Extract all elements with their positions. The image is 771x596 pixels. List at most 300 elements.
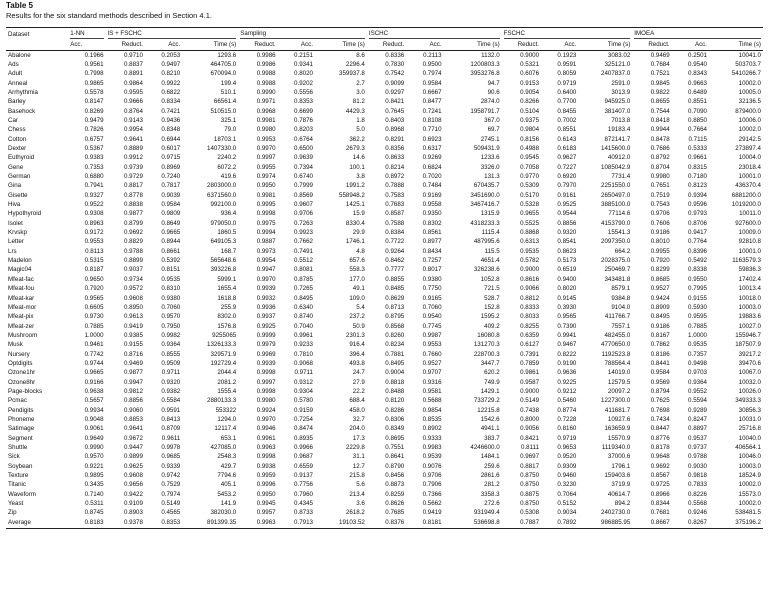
value-cell: 0.9312 — [294, 378, 313, 386]
table-row — [6, 369, 763, 378]
value-cell: 0.1966 — [84, 51, 104, 59]
dataset-name-cell: Abalone — [8, 51, 31, 59]
value-cell: 0.9535 — [520, 247, 540, 255]
table-row — [6, 219, 763, 228]
value-cell: 0.2113 — [423, 51, 442, 59]
value-cell: 0.9861 — [520, 369, 540, 377]
value-cell: 558.3 — [349, 266, 365, 274]
table-row — [6, 285, 763, 294]
value-cell: 0.5104 — [520, 107, 540, 115]
dataset-name-cell: Zip — [8, 509, 17, 517]
value-cell: 17.3 — [352, 434, 365, 442]
value-cell: 0.9264 — [385, 247, 405, 255]
value-cell: 0.9812 — [123, 387, 143, 395]
dataset-name-cell: Gina — [8, 182, 22, 190]
value-cell: 0.9706 — [294, 210, 313, 218]
value-cell: 9255065 — [212, 331, 237, 339]
value-cell: 0.9788 — [688, 453, 707, 461]
value-cell: 0.9327 — [84, 191, 104, 199]
value-cell: 0.8709 — [161, 425, 181, 433]
value-cell: 0.9587 — [520, 378, 540, 386]
value-cell: 2803000.0 — [207, 182, 237, 190]
value-cell: 0.7892 — [541, 518, 578, 528]
value-cell: 0.9364 — [688, 378, 707, 386]
value-cell: 1085042.9 — [601, 163, 631, 171]
dataset-name-cell: Sick — [8, 453, 20, 461]
value-cell: 464705.0 — [210, 60, 237, 68]
value-cell: 0.7885 — [84, 322, 104, 330]
value-cell: 0.7999 — [294, 182, 313, 190]
dataset-name-cell: Optdigits — [8, 359, 33, 367]
value-cell: 255.9 — [220, 303, 237, 311]
group-header-ischc: ISCHC — [367, 28, 502, 41]
value-cell: 0.8349 — [385, 425, 405, 433]
value-cell: 0.9961 — [294, 331, 313, 339]
value-cell: 0.8785 — [294, 275, 313, 283]
value-cell: 0.8255 — [520, 322, 540, 330]
value-cell: 0.9186 — [650, 229, 670, 237]
value-cell: 411766.7 — [604, 313, 631, 321]
value-cell: 0.9988 — [256, 70, 276, 78]
dataset-name-cell: Madelon — [8, 257, 32, 265]
value-cell: 0.8853 — [123, 415, 143, 423]
value-cell: 115.5 — [484, 247, 500, 255]
value-cell: 1655.4 — [217, 285, 237, 293]
value-cell: 4429.3 — [345, 107, 365, 115]
value-cell: 1425.1 — [345, 201, 365, 209]
value-cell: 0.6340 — [294, 303, 313, 311]
value-cell: 0.9997 — [256, 378, 276, 386]
value-cell: 0.9627 — [557, 154, 577, 162]
value-cell: 1958791.7 — [470, 107, 500, 115]
value-cell: 10011.0 — [739, 210, 761, 218]
value-cell: 10013.4 — [738, 285, 761, 293]
dataset-name-cell: Car — [8, 116, 18, 124]
value-cell: 362.2 — [349, 135, 365, 143]
table-row — [6, 359, 763, 368]
value-cell: 0.9061 — [84, 425, 104, 433]
value-cell: 10002.0 — [738, 500, 761, 508]
value-cell: 1119340.0 — [601, 444, 631, 451]
value-cell: 3885100.0 — [601, 201, 631, 209]
value-cell: 6371560.0 — [207, 191, 237, 199]
value-cell: 1860.5 — [217, 229, 237, 237]
value-cell: 0.8774 — [557, 406, 577, 414]
value-cell: 0.7995 — [688, 285, 707, 293]
value-cell: 0.8462 — [385, 257, 405, 265]
value-cell: 0.9422 — [123, 490, 143, 498]
value-cell: 0.9947 — [123, 378, 143, 386]
value-cell: 0.8306 — [385, 415, 405, 423]
value-cell: 0.7662 — [294, 238, 313, 246]
value-cell: 2081.2 — [217, 378, 237, 386]
value-cell: 0.8356 — [385, 145, 405, 152]
value-cell: 0.9665 — [161, 229, 181, 237]
value-cell: 199.4 — [220, 79, 237, 87]
dataset-name-cell: Phoneme — [8, 415, 35, 423]
value-cell: 0.9983 — [422, 444, 442, 451]
value-cell: 2402730.0 — [601, 509, 631, 517]
value-cell: 0.7686 — [650, 145, 670, 152]
group-header-1nn: 1-NN — [68, 28, 105, 41]
value-cell: 0.8776 — [650, 434, 670, 442]
value-cell: 0.9955 — [256, 163, 276, 171]
value-cell: 0.8795 — [385, 313, 405, 321]
table-row — [6, 266, 763, 275]
value-cell: 0.9155 — [123, 341, 143, 349]
table-row — [6, 462, 763, 471]
value-cell: 163659.9 — [604, 425, 631, 433]
value-cell: 733729.2 — [473, 397, 500, 405]
value-cell: 0.9950 — [256, 182, 276, 190]
value-cell: 0.9653 — [557, 444, 577, 451]
value-cell: 0.7722 — [385, 238, 405, 246]
table-caption: Results for the six standard methods described in Section 4.1. — [6, 11, 212, 20]
value-cell: 0.5584 — [161, 397, 181, 405]
value-cell: 0.8111 — [521, 444, 540, 451]
value-cell: 0.7040 — [294, 322, 313, 330]
dataset-name-cell: Ozone1hr — [8, 369, 36, 377]
value-cell: 7794.6 — [217, 472, 237, 480]
value-cell: 10003.0 — [738, 303, 761, 311]
value-cell: 0.9980 — [650, 173, 670, 181]
value-cell: 0.8655 — [650, 98, 670, 106]
value-cell: 0.9535 — [161, 275, 181, 283]
value-cell: 649105.3 — [210, 238, 237, 246]
value-cell: 10927.6 — [607, 415, 631, 423]
table-row — [6, 425, 763, 434]
value-cell: 0.7651 — [650, 182, 670, 190]
value-cell: 0.9320 — [557, 229, 577, 237]
value-cell: 0.5328 — [520, 201, 540, 209]
value-cell: 0.5782 — [520, 257, 540, 265]
column-header: Reduct. — [106, 40, 145, 51]
value-cell: 0.9998 — [256, 453, 276, 461]
value-cell: 2044.4 — [217, 369, 237, 377]
value-cell: 8579.1 — [611, 285, 631, 293]
value-cell: 0.9527 — [650, 285, 670, 293]
value-cell: 3447.7 — [480, 359, 500, 367]
dataset-name-cell: Nursery — [8, 350, 30, 358]
value-cell: 0.8178 — [650, 444, 670, 451]
value-cell: 0.6313 — [520, 238, 540, 246]
value-cell: 0.9625 — [123, 462, 143, 470]
value-cell: 0.7974 — [161, 490, 181, 498]
value-cell: 9104.0 — [611, 303, 631, 311]
value-cell: 0.9584 — [161, 201, 181, 209]
value-cell: 0.7115 — [688, 135, 707, 143]
value-cell: 0.9944 — [650, 126, 670, 134]
value-cell: 0.7421 — [161, 107, 181, 115]
value-cell: 0.8222 — [557, 350, 577, 358]
dataset-name-cell: Shuttle — [8, 444, 28, 451]
value-cell: 0.7090 — [688, 107, 707, 115]
value-cell: 0.8856 — [557, 219, 577, 227]
value-cell: 0.7750 — [422, 285, 442, 293]
value-cell: 0.8167 — [650, 331, 670, 339]
value-cell: 0.9986 — [256, 51, 276, 59]
value-cell: 0.5568 — [688, 500, 707, 508]
value-cell: 0.6764 — [294, 135, 313, 143]
value-cell: 0.7588 — [385, 219, 405, 227]
table-row — [6, 378, 763, 387]
value-cell: 2880133.3 — [207, 397, 237, 405]
value-cell: 0.9973 — [256, 247, 276, 255]
table-row — [6, 60, 763, 69]
value-cell: 986885.95 — [578, 518, 632, 528]
value-cell: 0.8740 — [294, 313, 313, 321]
value-cell: 0.5556 — [294, 88, 313, 96]
group-header-imoea: IMOEA — [632, 28, 763, 41]
value-cell: 0.9687 — [294, 453, 313, 461]
value-cell: 0.9558 — [422, 201, 442, 209]
table-row — [6, 135, 763, 144]
value-cell: 141.9 — [220, 500, 237, 508]
value-cell: 0.9737 — [688, 444, 707, 451]
value-cell: 100.1 — [349, 163, 365, 171]
value-cell: 237.2 — [349, 313, 365, 321]
value-cell: 0.7859 — [520, 359, 540, 367]
value-cell: 215.8 — [349, 472, 365, 480]
value-cell: 0.8456 — [385, 472, 405, 480]
value-cell: 0.9565 — [557, 313, 577, 321]
value-cell: 0.8972 — [385, 173, 405, 181]
value-cell: 0.9584 — [422, 79, 442, 87]
value-cell: 0.8334 — [161, 98, 181, 106]
value-cell: 0.8850 — [688, 116, 707, 124]
value-cell: 2548.3 — [217, 453, 237, 461]
value-cell: 10032.0 — [738, 378, 761, 386]
value-cell: 0.9953 — [256, 135, 276, 143]
value-cell: 4770650.0 — [601, 341, 631, 349]
value-cell: 0.8315 — [688, 163, 707, 171]
column-header: Reduct. — [367, 40, 406, 51]
value-cell: 14019.0 — [607, 369, 631, 377]
value-cell: 558948.2 — [339, 191, 365, 199]
value-cell: 0.9899 — [123, 453, 143, 461]
value-cell: 15573.0 — [738, 490, 761, 498]
value-cell: 0.8260 — [385, 331, 405, 339]
value-cell: 927600.0 — [735, 219, 761, 227]
dataset-name-cell: Adult — [8, 70, 23, 78]
value-cell: 69.7 — [487, 126, 500, 134]
value-cell: 0.9419 — [123, 322, 143, 330]
value-cell: 12215.8 — [477, 406, 500, 414]
value-cell: 0.9639 — [294, 154, 313, 162]
value-cell: 0.8868 — [520, 229, 540, 237]
value-cell: 0.7491 — [294, 247, 313, 255]
table-row — [6, 107, 763, 116]
value-cell: 0.1923 — [557, 51, 577, 59]
value-cell: 0.9611 — [161, 434, 181, 442]
value-cell: 1429.1 — [480, 387, 500, 395]
value-cell: 0.9981 — [256, 191, 276, 199]
value-cell: 0.9955 — [650, 247, 670, 255]
value-cell: 383.7 — [484, 434, 500, 442]
value-cell: 0.8799 — [123, 219, 143, 227]
value-cell: 0.9467 — [557, 341, 577, 349]
value-cell: 0.9169 — [422, 191, 442, 199]
column-header: Time (s) — [182, 40, 238, 51]
value-cell: 0.9854 — [422, 406, 442, 414]
value-cell: 0.8474 — [294, 425, 313, 433]
value-cell: 0.6944 — [161, 135, 181, 143]
value-cell: 0.7681 — [650, 509, 670, 517]
value-cell: 2296.4 — [345, 60, 365, 68]
value-cell: 0.9394 — [688, 191, 707, 199]
value-cell: 325121.0 — [604, 60, 631, 68]
value-cell: 2650497.0 — [601, 191, 631, 199]
table-row — [6, 500, 763, 509]
value-cell: 0.8551 — [557, 126, 577, 134]
value-cell: 0.9000 — [520, 387, 540, 395]
value-cell: 329571.9 — [210, 350, 237, 358]
value-cell: 20097.2 — [607, 387, 631, 395]
dataset-name-cell: Basehock — [8, 107, 36, 115]
value-cell: 0.8259 — [385, 490, 405, 498]
value-cell: 0.8343 — [688, 70, 707, 78]
value-cell: 0.9715 — [161, 154, 181, 162]
value-cell: 10046.0 — [738, 453, 761, 461]
value-cell: 0.9950 — [256, 490, 276, 498]
value-cell: 0.9424 — [650, 294, 670, 302]
value-cell: 0.7887 — [502, 518, 541, 528]
value-cell: 0.7064 — [557, 490, 577, 498]
value-cell: 5.4 — [356, 303, 365, 311]
value-cell: 0.9638 — [84, 387, 104, 395]
value-cell: 0.9364 — [161, 341, 181, 349]
value-cell: 0.9297 — [385, 88, 405, 96]
value-cell: 872141.7 — [604, 135, 631, 143]
column-header: Reduct. — [632, 40, 671, 51]
value-cell: 15541.3 — [607, 229, 631, 237]
value-cell: 0.9309 — [557, 462, 577, 470]
value-cell: 0.8477 — [422, 98, 442, 106]
value-cell: 382030.0 — [210, 509, 237, 517]
value-cell: 7731.4 — [611, 173, 631, 181]
value-cell: 0.8353 — [294, 98, 313, 106]
value-cell: 10003.0 — [738, 462, 761, 470]
value-cell: 0.8855 — [385, 275, 405, 283]
value-cell: 0.7764 — [688, 238, 707, 246]
value-cell: 0.9649 — [84, 434, 104, 442]
value-cell: 6072.2 — [217, 163, 237, 171]
value-cell: 0.9527 — [422, 359, 442, 367]
value-cell: 429.7 — [220, 462, 237, 470]
value-cell: 2229.8 — [345, 444, 365, 451]
value-cell: 0.9922 — [161, 79, 181, 87]
value-cell: 936.4 — [220, 210, 237, 218]
value-cell: 0.9739 — [123, 163, 143, 171]
value-cell: 0.5492 — [688, 257, 707, 265]
table-row — [6, 275, 763, 284]
header-dataset: Dataset — [6, 28, 68, 41]
value-cell: 916.4 — [349, 341, 365, 349]
value-cell: 0.8535 — [422, 415, 442, 423]
value-cell: 17402.4 — [738, 275, 761, 283]
value-cell: 657.6 — [349, 257, 365, 265]
value-cell: 0.9155 — [688, 294, 707, 302]
value-cell: 0.9988 — [256, 79, 276, 87]
value-cell: 4318233.3 — [470, 219, 500, 227]
value-cell: 0.8623 — [557, 247, 577, 255]
value-cell: 0.9172 — [84, 229, 104, 237]
value-cell: 0.9520 — [557, 453, 577, 461]
value-cell: 0.9308 — [84, 210, 104, 218]
value-cell: 0.8234 — [385, 341, 405, 349]
value-cell: 493.8 — [349, 359, 365, 367]
value-cell: 5.0 — [356, 126, 365, 134]
value-cell: 0.9980 — [256, 397, 276, 405]
table-row — [6, 163, 763, 172]
value-cell: 14.6 — [352, 154, 365, 162]
value-cell: 0.9744 — [84, 359, 104, 367]
value-cell: 0.8567 — [650, 472, 670, 480]
value-cell: 0.9650 — [84, 275, 104, 283]
value-cell: 0.9703 — [688, 369, 707, 377]
value-cell: 0.7684 — [650, 60, 670, 68]
value-cell: 0.9954 — [256, 257, 276, 265]
value-cell: 419.6 — [220, 173, 237, 181]
value-cell: 0.9320 — [161, 378, 181, 386]
value-cell: 0.9161 — [557, 191, 577, 199]
value-cell: 0.8812 — [520, 294, 540, 302]
value-cell: 0.9971 — [256, 98, 276, 106]
value-cell: 0.8817 — [123, 182, 143, 190]
value-cell: 0.9954 — [123, 126, 143, 134]
value-cell: 0.9997 — [256, 154, 276, 162]
column-header: Time (s) — [709, 40, 763, 51]
value-cell: 0.8186 — [650, 350, 670, 358]
value-cell: 0.7606 — [650, 219, 670, 227]
value-cell: 0.9707 — [422, 369, 442, 377]
value-cell: 0.8247 — [688, 415, 707, 423]
value-cell: 3013.9 — [611, 88, 631, 96]
value-cell: 0.9742 — [161, 472, 181, 480]
value-cell: 0.8817 — [520, 462, 540, 470]
dataset-name-cell: Cotton — [8, 135, 27, 143]
value-cell: 281.2 — [484, 481, 500, 489]
value-cell: 0.9957 — [256, 509, 276, 517]
value-cell: 0.7756 — [294, 481, 313, 489]
value-cell: 1.8 — [356, 116, 365, 124]
value-cell: 94.7 — [487, 79, 500, 87]
value-cell: 0.9719 — [557, 79, 577, 87]
value-cell: 0.9460 — [557, 472, 577, 480]
value-cell: 39217.2 — [738, 350, 761, 358]
value-cell: 2679.3 — [345, 145, 365, 152]
value-cell: 0.7710 — [422, 126, 442, 134]
value-cell: 192729.4 — [210, 359, 237, 367]
value-cell: 0.8764 — [123, 107, 143, 115]
value-cell: 0.6183 — [557, 145, 577, 152]
table-row — [6, 257, 763, 266]
value-cell: 565648.6 — [210, 257, 237, 265]
value-cell: 5999.1 — [217, 275, 237, 283]
value-cell: 0.9607 — [294, 201, 313, 209]
value-cell: 0.4565 — [161, 509, 181, 517]
value-cell: 0.8434 — [422, 247, 442, 255]
value-cell: 653.1 — [220, 434, 237, 442]
value-cell: 0.9865 — [84, 79, 104, 87]
value-cell: 0.7970 — [557, 182, 577, 190]
value-cell: 1115.4 — [481, 229, 500, 237]
value-cell: 0.8667 — [632, 518, 671, 528]
value-cell: 0.5173 — [557, 257, 577, 265]
value-cell: 0.8396 — [688, 247, 707, 255]
value-cell: 0.6699 — [294, 107, 313, 115]
value-cell: 0.9963 — [256, 444, 276, 451]
